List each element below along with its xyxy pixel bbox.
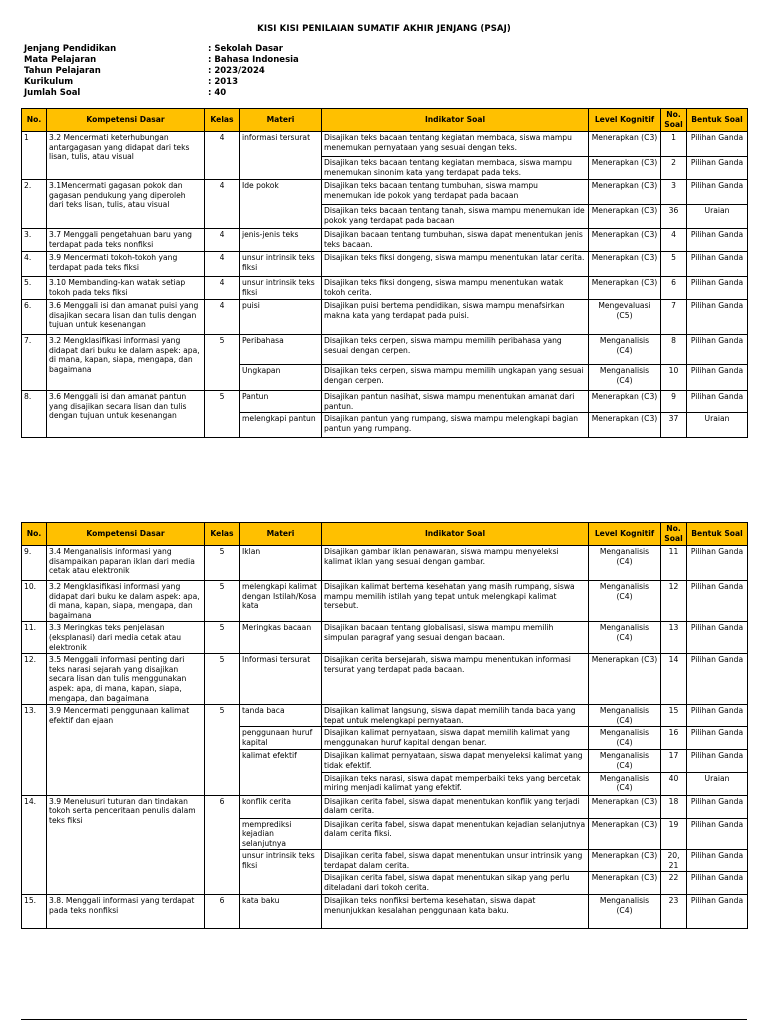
cell-kd: 3.2 Mengklasifikasi informasi yang didapat dari buku ke dalam aspek: apa, di mana, kapan, siapa, mengapa, dan bagaimana — [47, 581, 205, 622]
cell-no: 7. — [22, 335, 47, 391]
cell-soal: 4 — [661, 229, 687, 252]
cell-kd: 3.8. Menggali informasi yang terdapat pada teks nonfiksi — [47, 895, 205, 929]
cell-kelas: 5 — [205, 546, 240, 581]
table-header-row — [22, 523, 748, 546]
cell-no: 12. — [22, 654, 47, 705]
cell-ind: Disajikan cerita fabel, siswa dapat menentukan sikap yang perlu diteladani dari tokoh cerita. — [322, 872, 589, 895]
cell-lvl: Menganalisis (C4) — [589, 335, 661, 365]
cell-kelas: 5 — [205, 581, 240, 622]
cell-bentuk: Pilihan Ganda — [687, 795, 748, 818]
cell-kelas: 4 — [205, 132, 240, 180]
table-row — [22, 391, 748, 413]
cell-no: 15. — [22, 895, 47, 929]
cell-soal: 15 — [661, 705, 687, 727]
cell-ind: Disajikan cerita bersejarah, siswa mampu menentukan informasi tersurat yang terdapat pada bacaan. — [322, 654, 589, 705]
page-divider — [21, 1019, 747, 1020]
cell-bentuk: Pilihan Ganda — [687, 850, 748, 872]
cell-bentuk: Pilihan Ganda — [687, 750, 748, 772]
cell-soal: 6 — [661, 277, 687, 300]
table-row — [22, 180, 748, 205]
cell-materi: unsur intrinsik teks fiksi — [240, 850, 322, 895]
cell-ind: Disajikan teks bacaan tentang tumbuhan, siswa mampu menemukan ide pokok yang terdapat pada bacaan — [322, 180, 589, 205]
table-row — [22, 705, 748, 727]
cell-ind: Disajikan kalimat pernyataan, siswa dapat menyeleksi kalimat yang tidak efektif. — [322, 750, 589, 772]
cell-no: 3. — [22, 229, 47, 252]
table-row — [22, 252, 748, 277]
cell-lvl: Menerapkan (C3) — [589, 795, 661, 818]
cell-lvl: Menganalisis (C4) — [589, 727, 661, 750]
cell-materi: Pantun — [240, 391, 322, 413]
cell-soal: 8 — [661, 335, 687, 365]
cell-soal: 11 — [661, 546, 687, 581]
cell-soal: 10 — [661, 365, 687, 391]
cell-no: 5. — [22, 277, 47, 300]
cell-soal: 9 — [661, 391, 687, 413]
cell-ind: Disajikan teks bacaan tentang tanah, siswa mampu menemukan ide pokok yang terdapat pada bacaan — [322, 205, 589, 229]
cell-ind: Disajikan cerita fabel, siswa dapat menentukan unsur intrinsik yang terdapat dalam cerita. — [322, 850, 589, 872]
cell-bentuk: Pilihan Ganda — [687, 895, 748, 929]
cell-kelas: 4 — [205, 180, 240, 229]
cell-kelas: 5 — [205, 705, 240, 795]
cell-lvl: Menerapkan (C3) — [589, 132, 661, 157]
cell-kd: 3.9 Mencermati penggunaan kalimat efektif dan ejaan — [47, 705, 205, 795]
cell-ind: Disajikan pantun nasihat, siswa mampu menentukan amanat dari pantun. — [322, 391, 589, 413]
cell-kd: 3.9 Menelusuri tuturan dan tindakan tokoh serta penceritaan penulis dalam teks fiksi — [47, 795, 205, 895]
cell-lvl: Menerapkan (C3) — [589, 654, 661, 705]
cell-materi: tanda baca — [240, 705, 322, 727]
cell-lvl: Menerapkan (C3) — [589, 872, 661, 895]
meta-value: : 2013 — [208, 77, 239, 87]
cell-bentuk: Pilihan Ganda — [687, 229, 748, 252]
cell-ind: Disajikan bacaan tentang tumbuhan, siswa dapat menentukan jenis teks bacaan. — [322, 229, 589, 252]
cell-ind: Disajikan kalimat langsung, siswa dapat memilih tanda baca yang tepat untuk melengkapi pernyataan. — [322, 705, 589, 727]
cell-lvl: Menerapkan (C3) — [589, 157, 661, 180]
cell-ind: Disajikan kalimat pernyataan, siswa dapat memilih kalimat yang menggunakan huruf kapital dengan benar. — [322, 727, 589, 750]
cell-bentuk: Pilihan Ganda — [687, 391, 748, 413]
cell-lvl: Menerapkan (C3) — [589, 252, 661, 277]
cell-kelas: 5 — [205, 622, 240, 654]
cell-materi: memprediksi kejadian selanjutnya — [240, 818, 322, 850]
cell-no: 11. — [22, 622, 47, 654]
cell-no: 1 — [22, 132, 47, 180]
cell-kd: 3.6 Menggali isi dan amanat puisi yang disajikan secara lisan dan tulis dengan tujuan untuk kesenangan — [47, 300, 205, 335]
cell-kd: 3.1Mencermati gagasan pokok dan gagasan pendukung yang diperoleh dari teks lisan, tulis, atau visual — [47, 180, 205, 229]
cell-bentuk: Pilihan Ganda — [687, 157, 748, 180]
cell-kelas: 5 — [205, 654, 240, 705]
table-row — [22, 277, 748, 300]
cell-ind: Disajikan cerita fabel, siswa dapat menentukan konflik yang terjadi dalam cerita. — [322, 795, 589, 818]
cell-materi: informasi tersurat — [240, 132, 322, 180]
cell-ind: Disajikan teks cerpen, siswa mampu memilih peribahasa yang sesuai dengan cerpen. — [322, 335, 589, 365]
cell-no: 2. — [22, 180, 47, 229]
meta-row-mapel — [24, 55, 299, 66]
cell-lvl: Menganalisis (C4) — [589, 365, 661, 391]
cell-bentuk: Pilihan Ganda — [687, 622, 748, 654]
cell-materi: Informasi tersurat — [240, 654, 322, 705]
cell-kd: 3.10 Membanding-kan watak setiap tokoh pada teks fiksi — [47, 277, 205, 300]
cell-materi: kalimat efektif — [240, 750, 322, 795]
cell-materi: puisi — [240, 300, 322, 335]
cell-bentuk: Pilihan Ganda — [687, 546, 748, 581]
cell-kelas: 4 — [205, 277, 240, 300]
cell-lvl: Menerapkan (C3) — [589, 277, 661, 300]
cell-soal: 18 — [661, 795, 687, 818]
header-indikator-soal: Indikator Soal — [322, 523, 589, 546]
cell-ind: Disajikan pantun yang rumpang, siswa mampu melengkapi bagian pantun yang rumpang. — [322, 413, 589, 438]
table-row — [22, 895, 748, 929]
cell-ind: Disajikan gambar iklan penawaran, siswa mampu menyeleksi kalimat iklan yang sesuai dengan gambar. — [322, 546, 589, 581]
kisi-table-2 — [21, 522, 748, 929]
header-materi: Materi — [240, 109, 322, 132]
cell-soal: 22 — [661, 872, 687, 895]
cell-lvl: Menerapkan (C3) — [589, 850, 661, 872]
cell-kelas: 6 — [205, 895, 240, 929]
header-no-soal: No. Soal — [661, 523, 687, 546]
cell-kd: 3.9 Mencermati tokoh-tokoh yang terdapat pada teks fiksi — [47, 252, 205, 277]
cell-bentuk: Pilihan Ganda — [687, 365, 748, 391]
cell-kd: 3.5 Menggali informasi penting dari teks narasi sejarah yang disajikan secara lisan dan tulis menggunakan aspek: apa, di mana, kapan, siapa, mengapa, dan bagaimana — [47, 654, 205, 705]
cell-bentuk: Pilihan Ganda — [687, 727, 748, 750]
cell-kd: 3.2 Mengklasifikasi informasi yang didapat dari buku ke dalam aspek: apa, di mana, kapan, siapa, mengapa, dan bagaimana — [47, 335, 205, 391]
document-meta — [24, 44, 299, 99]
cell-materi: unsur intrinsik teks fiksi — [240, 252, 322, 277]
header-kompetensi-dasar: Kompetensi Dasar — [47, 523, 205, 546]
cell-kd: 3.2 Mencermati keterhubungan antargagasan yang didapat dari teks lisan, tulis, atau visual — [47, 132, 205, 180]
cell-lvl: Menganalisis (C4) — [589, 895, 661, 929]
cell-kelas: 4 — [205, 252, 240, 277]
header-bentuk-soal: Bentuk Soal — [687, 523, 748, 546]
cell-bentuk: Pilihan Ganda — [687, 581, 748, 622]
header-no: No. — [22, 109, 47, 132]
cell-ind: Disajikan bacaan tentang globalisasi, siswa mampu memilih simpulan paragraf yang sesuai dengan bacaan. — [322, 622, 589, 654]
table-row — [22, 335, 748, 365]
cell-ind: Disajikan teks bacaan tentang kegiatan membaca, siswa mampu menemukan pernyataan yang sesuai dengan teks. — [322, 132, 589, 157]
cell-ind: Disajikan teks fiksi dongeng, siswa mampu menentukan watak tokoh cerita. — [322, 277, 589, 300]
cell-bentuk: Pilihan Ganda — [687, 335, 748, 365]
cell-bentuk: Pilihan Ganda — [687, 252, 748, 277]
cell-kelas: 5 — [205, 391, 240, 438]
cell-lvl: Menerapkan (C3) — [589, 818, 661, 850]
cell-soal: 40 — [661, 772, 687, 795]
meta-row-tahun — [24, 66, 299, 77]
cell-no: 14. — [22, 795, 47, 895]
header-level-kognitif: Level Kognitif — [589, 109, 661, 132]
cell-ind: Disajikan kalimat bertema kesehatan yang masih rumpang, siswa mampu memilih istilah yang tepat untuk melengkapi kalimat tersebut. — [322, 581, 589, 622]
cell-lvl: Menganalisis (C4) — [589, 581, 661, 622]
cell-bentuk: Pilihan Ganda — [687, 818, 748, 850]
cell-bentuk: Uraian — [687, 772, 748, 795]
header-kelas: Kelas — [205, 523, 240, 546]
cell-bentuk: Uraian — [687, 205, 748, 229]
cell-materi: Ide pokok — [240, 180, 322, 229]
cell-kelas: 4 — [205, 229, 240, 252]
cell-soal: 17 — [661, 750, 687, 772]
cell-soal: 37 — [661, 413, 687, 438]
cell-materi: Meringkas bacaan — [240, 622, 322, 654]
document-title: KISI KISI PENILAIAN SUMATIF AKHIR JENJANG (PSAJ) — [257, 24, 511, 34]
meta-row-kurikulum — [24, 77, 299, 88]
cell-ind: Disajikan teks narasi, siswa dapat memperbaiki teks yang bercetak miring menjadi kalimat yang efektif. — [322, 772, 589, 795]
cell-soal: 23 — [661, 895, 687, 929]
cell-lvl: Menerapkan (C3) — [589, 205, 661, 229]
cell-lvl: Menerapkan (C3) — [589, 229, 661, 252]
header-kompetensi-dasar: Kompetensi Dasar — [47, 109, 205, 132]
cell-bentuk: Pilihan Ganda — [687, 132, 748, 157]
meta-row-jenjang — [24, 44, 299, 55]
header-bentuk-soal: Bentuk Soal — [687, 109, 748, 132]
cell-soal: 2 — [661, 157, 687, 180]
meta-label: Jenjang Pendidikan — [24, 44, 117, 54]
cell-soal: 5 — [661, 252, 687, 277]
cell-lvl: Menerapkan (C3) — [589, 391, 661, 413]
table-header-row — [22, 109, 748, 132]
cell-ind: Disajikan teks bacaan tentang kegiatan membaca, siswa mampu menemukan sinonim kata yang terdapat pada teks. — [322, 157, 589, 180]
cell-bentuk: Pilihan Ganda — [687, 705, 748, 727]
cell-materi: melengkapi kalimat dengan Istilah/Kosa kata — [240, 581, 322, 622]
cell-no: 8. — [22, 391, 47, 438]
table-row — [22, 795, 748, 818]
table-row — [22, 229, 748, 252]
meta-value: : Sekolah Dasar — [208, 44, 283, 54]
cell-soal: 19 — [661, 818, 687, 850]
cell-no: 9. — [22, 546, 47, 581]
meta-value: : 2023/2024 — [208, 66, 265, 76]
cell-lvl: Menerapkan (C3) — [589, 413, 661, 438]
header-level-kognitif: Level Kognitif — [589, 523, 661, 546]
cell-lvl: Mengevaluasi (C5) — [589, 300, 661, 335]
cell-bentuk: Pilihan Ganda — [687, 654, 748, 705]
table-row — [22, 546, 748, 581]
table-row — [22, 622, 748, 654]
meta-value: : Bahasa Indonesia — [208, 55, 299, 65]
cell-materi: kata baku — [240, 895, 322, 929]
cell-bentuk: Pilihan Ganda — [687, 300, 748, 335]
meta-value: : 40 — [208, 88, 227, 98]
header-indikator-soal: Indikator Soal — [322, 109, 589, 132]
cell-lvl: Menerapkan (C3) — [589, 180, 661, 205]
kisi-table-1 — [21, 108, 748, 438]
cell-kd: 3.3 Meringkas teks penjelasan (eksplanasi) dari media cetak atau elektronik — [47, 622, 205, 654]
cell-soal: 20, 21 — [661, 850, 687, 872]
cell-no: 13. — [22, 705, 47, 795]
cell-kd: 3.4 Menganalisis informasi yang disampaikan paparan iklan dari media cetak atau elektronik — [47, 546, 205, 581]
meta-label: Kurikulum — [24, 77, 74, 87]
cell-materi: Ungkapan — [240, 365, 322, 391]
cell-kd: 3.7 Menggali pengetahuan baru yang terdapat pada teks nonfiksi — [47, 229, 205, 252]
meta-label: Tahun Pelajaran — [24, 66, 101, 76]
cell-materi: unsur intrinsik teks fiksi — [240, 277, 322, 300]
table-row — [22, 581, 748, 622]
cell-kelas: 6 — [205, 795, 240, 895]
meta-label: Jumlah Soal — [24, 88, 81, 98]
header-no: No. — [22, 523, 47, 546]
cell-bentuk: Pilihan Ganda — [687, 872, 748, 895]
cell-ind: Disajikan teks cerpen, siswa mampu memilih ungkapan yang sesuai dengan cerpen. — [322, 365, 589, 391]
cell-materi: Peribahasa — [240, 335, 322, 365]
cell-kelas: 4 — [205, 300, 240, 335]
cell-soal: 13 — [661, 622, 687, 654]
header-no-soal: No. Soal — [661, 109, 687, 132]
cell-ind: Disajikan teks fiksi dongeng, siswa mampu menentukan latar cerita. — [322, 252, 589, 277]
cell-soal: 1 — [661, 132, 687, 157]
cell-materi: penggunaan huruf kapital — [240, 727, 322, 750]
table-row — [22, 654, 748, 705]
cell-no: 4. — [22, 252, 47, 277]
meta-row-jumlah — [24, 88, 299, 99]
cell-lvl: Menganalisis (C4) — [589, 750, 661, 772]
cell-materi: melengkapi pantun — [240, 413, 322, 438]
cell-bentuk: Uraian — [687, 413, 748, 438]
cell-soal: 36 — [661, 205, 687, 229]
cell-soal: 3 — [661, 180, 687, 205]
cell-materi: jenis-jenis teks — [240, 229, 322, 252]
table-row — [22, 132, 748, 157]
cell-ind: Disajikan cerita fabel, siswa dapat menentukan kejadian selanjutnya dalam cerita fiksi. — [322, 818, 589, 850]
cell-materi: Iklan — [240, 546, 322, 581]
cell-materi: konflik cerita — [240, 795, 322, 818]
header-kelas: Kelas — [205, 109, 240, 132]
cell-ind: Disajikan teks nonfiksi bertema kesehatan, siswa dapat menunjukkan kesalahan penggunaan kata baku. — [322, 895, 589, 929]
cell-lvl: Menganalisis (C4) — [589, 546, 661, 581]
cell-kd: 3.6 Menggali isi dan amanat pantun yang disajikan secara lisan dan tulis dengan tujuan untuk kesenangan — [47, 391, 205, 438]
table-row — [22, 300, 748, 335]
cell-lvl: Menganalisis (C4) — [589, 705, 661, 727]
cell-lvl: Menganalisis (C4) — [589, 772, 661, 795]
cell-lvl: Menganalisis (C4) — [589, 622, 661, 654]
cell-soal: 12 — [661, 581, 687, 622]
cell-soal: 7 — [661, 300, 687, 335]
cell-bentuk: Pilihan Ganda — [687, 277, 748, 300]
cell-soal: 14 — [661, 654, 687, 705]
cell-soal: 16 — [661, 727, 687, 750]
cell-kelas: 5 — [205, 335, 240, 391]
cell-bentuk: Pilihan Ganda — [687, 180, 748, 205]
cell-no: 10. — [22, 581, 47, 622]
cell-no: 6. — [22, 300, 47, 335]
meta-label: Mata Pelajaran — [24, 55, 97, 65]
header-materi: Materi — [240, 523, 322, 546]
cell-ind: Disajikan puisi bertema pendidikan, siswa mampu menafsirkan makna kata yang terdapat pada puisi. — [322, 300, 589, 335]
